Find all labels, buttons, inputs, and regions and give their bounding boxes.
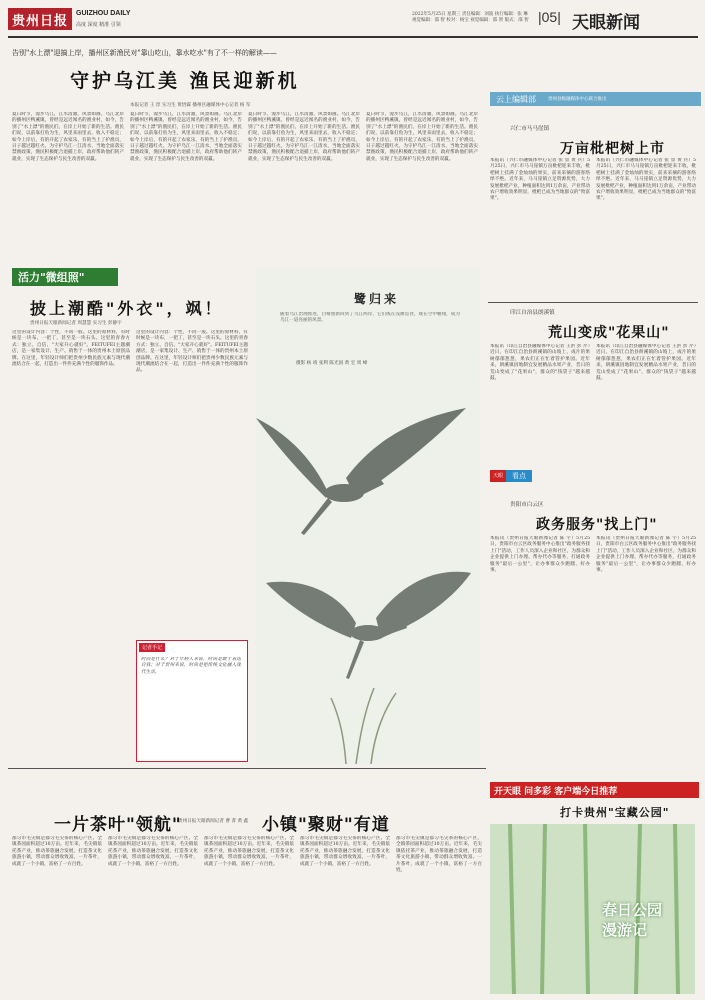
right2-col-1: 本报讯（印江自治县融媒体中心记者 王洪 彭 芹）近日，在印江自治县朗溪镇的山坡上，成片的果树郁郁葱葱，果农们正在忙着管护果园。近年来，朗溪镇因地制宜发展精品水果产业，昔日的荒山变成了"花果山"，群众的"钱袋子"越来越鼓。 bbox=[490, 344, 590, 382]
lead-col-3: 夏日时节，漫步乌江，江水清澈，风景如画。乌江北岸的播州区鸭溪镇，曾经是远近闻名的渔业村，如今，告别了"水上漂"的渔民们，在岸上开始了新的生活。渔民们说，以前靠打鱼为生，风里来雨里去，收入不稳定；如今上岸后，有的开起了农家乐，有的当上了护渔员，日子越过越红火。为守护乌江一江清水，当地全面落实禁渔政策，渔民积极配合退捕上岸，政府帮助他们转产就业，实现了生态保护与民生改善的双赢。 bbox=[248, 112, 360, 162]
tea-col-1: 都匀市毛尖镇是都匀毛尖茶的核心产区，全镇茶园面积超过10万亩。近年来，毛尖镇依托茶产业，推动茶旅融合发展，打造茶文化旅游小镇，带动群众增收致富。一片茶叶，成就了一个小镇，富裕了一方百姓。 bbox=[12, 836, 102, 867]
ad-title: 打卡贵州"宝藏公园" bbox=[560, 806, 670, 819]
fashion-col-1: 这里的设计内容：个性，不同一般。这里的原材料，有时候是一块布，一把丁，甚至是一块石头。这里的青春方式：独立、自信、"大家开心就好"。FEITUFEI主题潮店，是一家集设计、生产、销售于一体的贵州本土原创品牌。在这里，年轻设计师们把贵州少数民族元素与现代潮流结合在一起，打造出一件件充满个性的服饰作品。 bbox=[12, 330, 130, 368]
cloud-banner bbox=[490, 92, 701, 106]
egret-photo bbox=[256, 268, 480, 764]
lead-col-4: 夏日时节，漫步乌江，江水清澈，风景如画。乌江北岸的播州区鸭溪镇，曾经是远近闻名的渔业村，如今，告别了"水上漂"的渔民们，在岸上开始了新的生活。渔民们说，以前靠打鱼为生，风里来雨里去，收入不稳定；如今上岸后，有的开起了农家乐，有的当上了护渔员，日子越过越红火。为守护乌江一江清水，当地全面落实禁渔政策，渔民积极配合退捕上岸，政府帮助他们转产就业，实现了生态保护与民生改善的双赢。 bbox=[366, 112, 478, 162]
lead-byline: 本报记者 王 淳 实习生 黄悟霖 播州区融媒体中心记者 杨 军 bbox=[130, 103, 251, 108]
cloud-partner: 贵州县级融媒体中心联合推出 bbox=[548, 97, 607, 102]
egret-top bbox=[256, 408, 466, 535]
tea-col-4: 都匀市毛尖镇是都匀毛尖茶的核心产区，全镇茶园面积超过10万亩。近年来，毛尖镇依托茶产业，推动茶旅融合发展，打造茶文化旅游小镇，带动群众增收致富。一片茶叶，成就了一个小镇，富裕了一方百姓。 bbox=[300, 836, 390, 867]
tea-col-5: 都匀市毛尖镇是都匀毛尖茶的核心产区，全镇茶园面积超过10万亩。近年来，毛尖镇依托茶产业，推动茶旅融合发展，打造茶文化旅游小镇，带动群众增收致富。一片茶叶，成就了一个小镇，富裕了一方百姓。 bbox=[396, 836, 482, 874]
bamboo-illustration bbox=[490, 824, 695, 994]
ad-overlay-text: 春日公园 漫游记 bbox=[602, 901, 663, 939]
fashion-byline: 贵州日报天眼新闻记者 周慧慧 实习生 彭静宇 bbox=[30, 321, 122, 326]
right3-col-1: 本报讯（贵州日报天眼新闻记者 陈 宇）5月25日，贵阳市白云区政务服务中心推出"政务服务找上门"活动，工作人员深入企业和社区，为群众和企业提供上门办理、帮办代办等服务，打通政务服务"最后一公里"，让办事群众少跑腿、好办事。 bbox=[490, 536, 590, 574]
right1-place: 兴仁市马马崖镇 bbox=[510, 126, 550, 132]
tea-col-3: 都匀市毛尖镇是都匀毛尖茶的核心产区，全镇茶园面积超过10万亩。近年来，毛尖镇依托茶产业，推动茶旅融合发展，打造茶文化旅游小镇，带动群众增收致富。一片茶叶，成就了一个小镇，富裕了一方百姓。 bbox=[204, 836, 294, 867]
right1-headline: 万亩枇杷树上市 bbox=[560, 141, 665, 157]
right2-col-2: 本报讯（印江自治县融媒体中心记者 王洪 彭 芹）近日，在印江自治县朗溪镇的山坡上，成片的果树郁郁葱葱，果农们正在忙着管护果园。近年来，朗溪镇因地制宜发展精品水果产业，昔日的荒山变成了"花果山"，群众的"钱袋子"越来越鼓。 bbox=[596, 344, 696, 382]
right2-headline: 荒山变成"花果山" bbox=[548, 325, 670, 341]
section-title: 天眼新闻 bbox=[572, 13, 640, 33]
app-recommend-band: 开天眼 问多彩 客户端今日推荐 bbox=[490, 782, 699, 798]
tea-col-2: 都匀市毛尖镇是都匀毛尖茶的核心产区，全镇茶园面积超过10万亩。近年来，毛尖镇依托茶产业，推动茶旅融合发展，打造茶文化旅游小镇，带动群众增收致富。一片茶叶，成就了一个小镇，富裕了一方百姓。 bbox=[108, 836, 198, 867]
right3-place: 贵阳市白云区 bbox=[510, 502, 544, 508]
right1-col-2: 本报讯（兴仁市融媒体中心记者 张 显 黄 兵）5月25日，兴仁市马马崖镇万亩枇杷迎来丰收，枇杷树上挂满了金灿灿的果实，前来采摘的游客络绎不绝。近年来，马马崖镇立足资源优势，大力发展枇杷产业，种植面积达到1万余亩，产业带动农户增收效果明显，枇杷已成为当地群众的"致富果"。 bbox=[596, 158, 696, 202]
header-rule bbox=[8, 36, 698, 38]
reporter-note-tag: 记者手记 bbox=[139, 643, 165, 652]
fashion-headline: 披上潮酷"外衣"，飒！ bbox=[30, 299, 224, 318]
egret-bottom bbox=[266, 572, 471, 679]
right2-place: 印江自治县朗溪镇 bbox=[510, 310, 555, 316]
reporter-note-text: 时尚是什么？对于年轻人来说，时尚是敢于表达自我；对于贵州来说，时尚是把传统文化融入现代生活。 bbox=[141, 657, 241, 675]
english-title: GUIZHOU DAILY bbox=[76, 10, 131, 17]
page-number: |05| bbox=[538, 9, 561, 25]
right3-headline: 政务服务"找上门" bbox=[536, 517, 658, 533]
egret-illustration bbox=[256, 368, 480, 764]
fashion-col-2: 这里的设计内容：个性，不同一般。这里的原材料，有时候是一块布，一把丁，甚至是一块石头。这里的青春方式：独立、自信、"大家开心就好"。FEITUFEI主题潮店，是一家集设计、生产、销售于一体的贵州本土原创品牌。在这里，年轻设计师们把贵州少数民族元素与现代潮流结合在一起，打造出一件件充满个性的服饰作品。 bbox=[136, 330, 248, 374]
cloud-tag: 云上编辑部 bbox=[496, 94, 536, 104]
newspaper-logo: 贵州日报 bbox=[8, 8, 72, 30]
kandian-tag bbox=[490, 470, 532, 482]
reeds bbox=[331, 688, 396, 764]
edition-info: 2022年5月25日 星期三 责任编辑：刘波 执行编辑：张 琳 视觉编辑：邵 智 校对：杨宝 视觉编辑：邵 智 版式：邵 智 bbox=[412, 12, 529, 23]
tea-divider bbox=[8, 768, 486, 769]
lead-headline: 守护乌江美 渔民迎新机 bbox=[70, 70, 300, 92]
slogan: 高度 深度 精准 引领 bbox=[76, 22, 121, 28]
lead-col-1: 夏日时节，漫步乌江，江水清澈，风景如画。乌江北岸的播州区鸭溪镇，曾经是远近闻名的渔业村，如今，告别了"水上漂"的渔民们，在岸上开始了新的生活。渔民们说，以前靠打鱼为生，风里来雨里去，收入不稳定；如今上岸后，有的开起了农家乐，有的当上了护渔员，日子越过越红火。为守护乌江一江清水，当地全面落实禁渔政策，渔民积极配合退捕上岸，政府帮助他们转产就业，实现了生态保护与民生改善的双赢。 bbox=[12, 112, 124, 162]
right3-col-2: 本报讯（贵州日报天眼新闻记者 陈 宇）5月25日，贵阳市白云区政务服务中心推出"政务服务找上门"活动，工作人员深入企业和社区，为群众和企业提供上门办理、帮办代办等服务，打通政务服务"最后一公里"，让办事群众少跑腿、好办事。 bbox=[596, 536, 696, 574]
tea-byline: 贵州日报天眼新闻记者 曹 菁 黄 鑫 bbox=[178, 819, 249, 824]
bamboo-photo bbox=[490, 824, 695, 994]
poem-title: 鹭归来 bbox=[354, 292, 400, 306]
tea-headline-1: 一片茶叶"领航" bbox=[54, 815, 182, 835]
fashion-banner: 活力"微组照" bbox=[12, 268, 118, 286]
right1-col-1: 本报讯（兴仁市融媒体中心记者 张 显 黄 兵）5月25日，兴仁市马马崖镇万亩枇杷迎来丰收，枇杷树上挂满了金灿灿的果实，前来采摘的游客络绎不绝。近年来，马马崖镇立足资源优势，大力发展枇杷产业，种植面积达到1万余亩，产业带动农户增收效果明显，枇杷已成为当地群众的"致富果"。 bbox=[490, 158, 590, 202]
poem-credit: 摄影 杨 靖 张利 陈光国 黄 宏 周 峰 bbox=[296, 361, 368, 366]
kandian-tag-red: 天眼 bbox=[490, 470, 506, 482]
kandian-tag-blue: 看点 bbox=[506, 470, 532, 482]
lead-col-2: 夏日时节，漫步乌江，江水清澈，风景如画。乌江北岸的播州区鸭溪镇，曾经是远近闻名的渔业村，如今，告别了"水上漂"的渔民们，在岸上开始了新的生活。渔民们说，以前靠打鱼为生，风里来雨里去，收入不稳定；如今上岸后，有的开起了农家乐，有的当上了护渔员，日子越过越红火。为守护乌江一江清水，当地全面落实禁渔政策，渔民积极配合退捕上岸，政府帮助他们转产就业，实现了生态保护与民生改善的双赢。 bbox=[130, 112, 242, 162]
lead-kicker: 告别"水上漂"迎搞上岸，播州区新渔民对"靠山吃山，靠水吃水"有了不一样的解读—— bbox=[12, 49, 277, 57]
poem-text: 随着乌江治理推进，白鹭重新回到了乌江两岸，它们或在浅滩觅食，或在空中翱翔，成为乌江一道亮丽的风景。 bbox=[280, 312, 460, 324]
right-divider-1 bbox=[488, 302, 698, 303]
tea-headline-2: 小镇"聚财"有道 bbox=[262, 815, 390, 835]
reporter-note-box bbox=[136, 640, 248, 762]
